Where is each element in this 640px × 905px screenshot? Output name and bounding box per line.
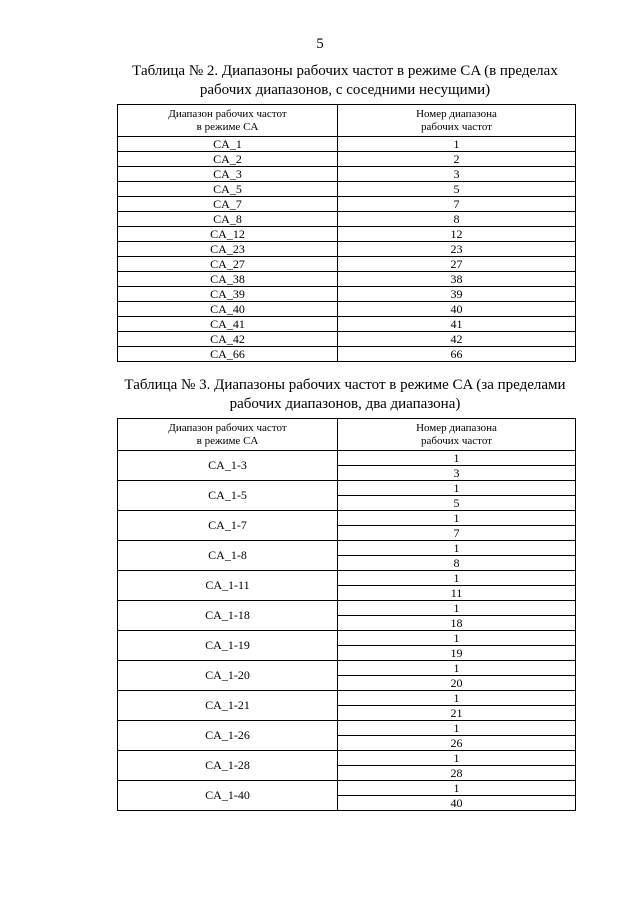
table2-row — [118, 287, 576, 302]
table2-band-cell: 23 — [338, 242, 576, 257]
table2-band-cell: 27 — [338, 257, 576, 272]
table2-band-cell: 66 — [338, 347, 576, 362]
table2-band-cell: 3 — [338, 167, 576, 182]
table2-caption: Таблица № 2. Диапазоны рабочих частот в режиме CA (в пределах рабочих диапазонов, с соседними несущими) — [132, 63, 558, 98]
table3-band-cell: 28 — [338, 766, 576, 781]
table2-band-cell: 41 — [338, 317, 576, 332]
table2-band-cell: 5 — [338, 182, 576, 197]
table2-header-band: Номер диапазона рабочих частот — [338, 105, 576, 137]
table3-row — [118, 721, 576, 736]
table3-row — [118, 541, 576, 556]
table2-row — [118, 257, 576, 272]
table3-band-cell: 3 — [338, 466, 576, 481]
table3-band-cell: 1 — [338, 511, 576, 526]
table2-range-cell: CA_40 — [118, 302, 338, 317]
table2-range-cell: CA_39 — [118, 287, 338, 302]
table2-range-cell: CA_27 — [118, 257, 338, 272]
table2-band-cell: 38 — [338, 272, 576, 287]
table3-band-cell: 1 — [338, 571, 576, 586]
table2-row — [118, 152, 576, 167]
table2-band-cell: 1 — [338, 137, 576, 152]
table2-body — [118, 105, 576, 362]
table3-band-cell: 11 — [338, 586, 576, 601]
table3-band-cell: 1 — [338, 601, 576, 616]
table2-band-cell: 12 — [338, 227, 576, 242]
table2-range-cell: CA_3 — [118, 167, 338, 182]
table3-band-cell: 8 — [338, 556, 576, 571]
table3-row — [118, 481, 576, 496]
table2-band-cell: 2 — [338, 152, 576, 167]
table2-row — [118, 137, 576, 152]
table3-range-cell: CA_1-28 — [118, 751, 338, 781]
table3-range-cell: CA_1-11 — [118, 571, 338, 601]
table3-band-cell: 5 — [338, 496, 576, 511]
table3-band-cell: 1 — [338, 781, 576, 796]
table3-row — [118, 691, 576, 706]
table3-range-cell: CA_1-40 — [118, 781, 338, 811]
table2-range-cell: CA_2 — [118, 152, 338, 167]
table3-band-cell: 18 — [338, 616, 576, 631]
table2-row — [118, 317, 576, 332]
table3-row — [118, 661, 576, 676]
table2-row — [118, 227, 576, 242]
table3-row — [118, 511, 576, 526]
table3-band-cell: 1 — [338, 451, 576, 466]
table3-band-cell: 20 — [338, 676, 576, 691]
table2-range-cell: CA_42 — [118, 332, 338, 347]
table3-band-cell: 1 — [338, 751, 576, 766]
table3-band-cell: 1 — [338, 721, 576, 736]
table2-range-cell: CA_8 — [118, 212, 338, 227]
table2-range-cell: CA_12 — [118, 227, 338, 242]
table3-range-cell: CA_1-19 — [118, 631, 338, 661]
table2-range-cell: CA_1 — [118, 137, 338, 152]
table2-range-cell: CA_66 — [118, 347, 338, 362]
table3-range-cell: CA_1-5 — [118, 481, 338, 511]
table3-row — [118, 751, 576, 766]
table3-band-cell: 21 — [338, 706, 576, 721]
table2-row — [118, 167, 576, 182]
table2-row — [118, 197, 576, 212]
table3-band-cell: 1 — [338, 631, 576, 646]
table3-row — [118, 571, 576, 586]
table3-row — [118, 781, 576, 796]
table2-header-row — [118, 105, 576, 137]
table3-band-cell: 7 — [338, 526, 576, 541]
table3-header-range: Диапазон рабочих частот в режиме CA — [118, 419, 338, 451]
table2-band-cell: 40 — [338, 302, 576, 317]
table3-band-cell: 1 — [338, 691, 576, 706]
table2-row — [118, 332, 576, 347]
table2-range-cell: CA_7 — [118, 197, 338, 212]
table3-range-cell: CA_1-8 — [118, 541, 338, 571]
table3-band-cell: 26 — [338, 736, 576, 751]
table3-band-cell: 1 — [338, 541, 576, 556]
table2-header-range: Диапазон рабочих частот в режиме CA — [118, 105, 338, 137]
table3-band-cell: 1 — [338, 481, 576, 496]
table2-band-cell: 7 — [338, 197, 576, 212]
table2-row — [118, 302, 576, 317]
table3-row — [118, 601, 576, 616]
table3-row — [118, 451, 576, 466]
table3-range-cell: CA_1-18 — [118, 601, 338, 631]
table2-range-cell: CA_38 — [118, 272, 338, 287]
table2-row — [118, 182, 576, 197]
table2 — [117, 104, 576, 362]
table3-range-cell: CA_1-3 — [118, 451, 338, 481]
table2-row — [118, 347, 576, 362]
table2-row — [118, 212, 576, 227]
table2-range-cell: CA_23 — [118, 242, 338, 257]
table2-range-cell: CA_5 — [118, 182, 338, 197]
page-number: 5 — [316, 36, 324, 52]
table2-row — [118, 272, 576, 287]
table2-band-cell: 8 — [338, 212, 576, 227]
table3-row — [118, 631, 576, 646]
table3-range-cell: CA_1-26 — [118, 721, 338, 751]
table3-range-cell: CA_1-20 — [118, 661, 338, 691]
table2-range-cell: CA_41 — [118, 317, 338, 332]
table3-range-cell: CA_1-21 — [118, 691, 338, 721]
table3-caption: Таблица № 3. Диапазоны рабочих частот в режиме CA (за пределами рабочих диапазонов, два диапазона) — [124, 377, 566, 412]
table2-band-cell: 39 — [338, 287, 576, 302]
table3-header-band: Номер диапазона рабочих частот — [338, 419, 576, 451]
table3-band-cell: 19 — [338, 646, 576, 661]
table3-range-cell: CA_1-7 — [118, 511, 338, 541]
table3-body — [118, 419, 576, 811]
table3 — [117, 418, 576, 811]
table2-row — [118, 242, 576, 257]
table2-band-cell: 42 — [338, 332, 576, 347]
table3-band-cell: 40 — [338, 796, 576, 811]
table3-header-row — [118, 419, 576, 451]
table3-band-cell: 1 — [338, 661, 576, 676]
